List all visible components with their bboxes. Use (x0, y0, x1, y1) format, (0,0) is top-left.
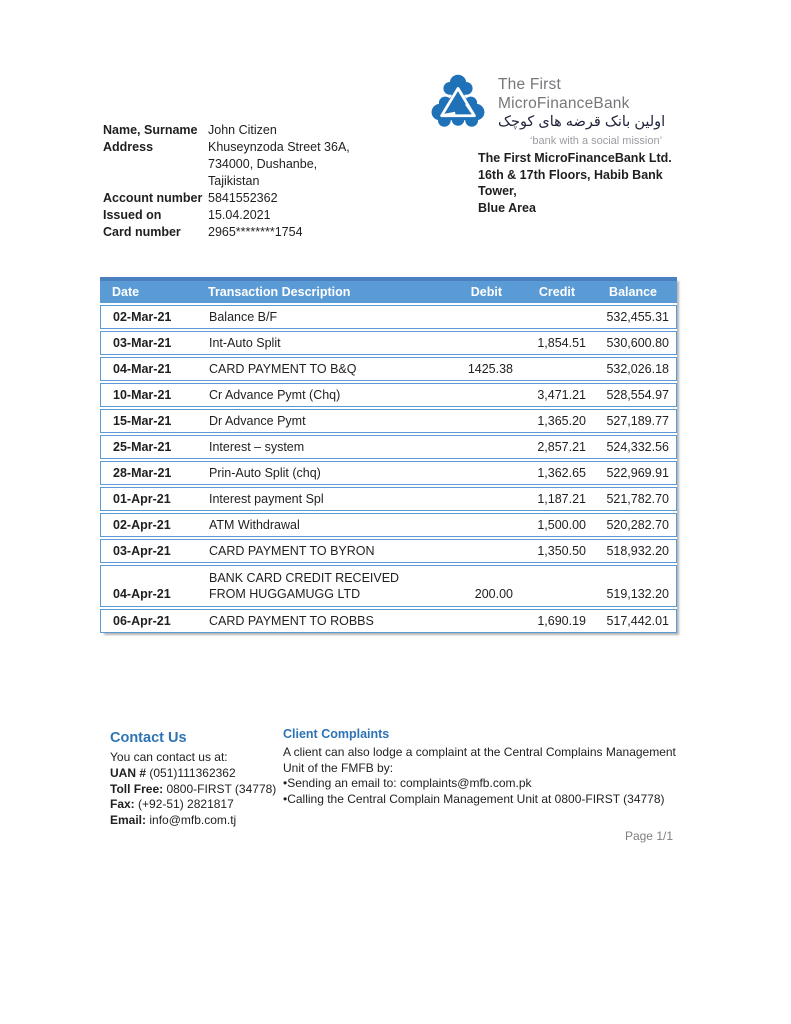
client-complaints-title: Client Complaints (283, 727, 390, 741)
table-cell-credit: 1,365.20 (537, 414, 586, 428)
table-cell-date: 04-Apr-21 (113, 587, 171, 601)
contact-line-label: UAN # (110, 765, 147, 780)
contact-line-label: Email: (110, 813, 147, 828)
customer-field-label: Card number (103, 225, 181, 239)
table-header-row (100, 277, 677, 303)
client-complaints-bullets (283, 776, 681, 807)
description-line: Balance B/F (209, 310, 278, 324)
table-cell-date: 02-Mar-21 (113, 310, 172, 324)
table-row (100, 609, 677, 633)
customer-field-label: Issued on (103, 208, 162, 222)
description-line: CARD PAYMENT TO ROBBS (209, 614, 374, 628)
contact-line: Toll Free: 0800-FIRST (34778) (110, 781, 277, 796)
table-cell-date: 15-Mar-21 (113, 414, 172, 428)
contact-line: Fax: (+92-51) 2821817 (110, 797, 234, 812)
customer-field-value (208, 122, 350, 139)
table-cell-description (205, 614, 411, 628)
table-cell-balance: 521,782.70 (606, 492, 669, 506)
table-cell-date: 02-Apr-21 (113, 518, 171, 532)
description-line: CARD PAYMENT TO BYRON (209, 544, 375, 558)
customer-field-value-line: 15.04.2021 (208, 208, 271, 222)
description-line: Dr Advance Pymt (209, 414, 306, 428)
customer-field-value-line: 2965********1754 (208, 225, 303, 239)
table-cell-date: 10-Mar-21 (113, 388, 172, 402)
table-cell-description (205, 414, 411, 428)
table-cell-balance: 518,932.20 (606, 544, 669, 558)
table-cell-credit: 1,854.51 (537, 336, 586, 350)
contact-lines (110, 766, 310, 829)
table-row (100, 435, 677, 459)
client-complaints-body: A client can also lodge a complaint at the Central Complains Management Unit of the FMFB by: (283, 745, 676, 775)
contact-intro: You can contact us at: (110, 750, 228, 764)
table-row (100, 357, 677, 381)
customer-field-value (208, 207, 350, 224)
table-row (100, 565, 677, 607)
table-row (100, 383, 677, 407)
complaint-bullet: •Sending an email to: complaints@mfb.com.pk (283, 776, 532, 790)
table-cell-description (205, 544, 411, 558)
table-cell-balance: 532,455.31 (606, 310, 669, 324)
table-cell-balance: 527,189.77 (606, 414, 669, 428)
table-cell-balance: 524,332.56 (606, 440, 669, 454)
description-line: BANK CARD CREDIT RECEIVED (209, 571, 400, 585)
table-cell-credit: 1,362.65 (537, 466, 586, 480)
contact-line-label: Toll Free: (110, 781, 164, 796)
table-header-cell: Balance (609, 285, 657, 299)
bank-address-line: The First MicroFinanceBank Ltd. (478, 151, 672, 165)
complaint-bullet: •Calling the Central Complain Management Unit at 0800-FIRST (34778) (283, 791, 665, 806)
bank-address (478, 150, 678, 216)
table-cell-description (205, 440, 411, 454)
contact-line: UAN # (051)111362362 (110, 765, 236, 780)
table-cell-date: 25-Mar-21 (113, 440, 172, 454)
table-cell-credit: 1,350.50 (537, 544, 586, 558)
customer-field-value-line: Khuseynzoda Street 36A, (208, 140, 350, 154)
table-cell-balance: 517,442.01 (606, 614, 669, 628)
table-cell-description (205, 310, 411, 324)
page-number: Page 1/1 (624, 829, 673, 843)
table-body (100, 305, 677, 633)
table-cell-balance: 522,969.91 (606, 466, 669, 480)
table-cell-description (205, 492, 411, 506)
customer-field-label: Account number (103, 191, 203, 205)
table-cell-balance: 519,132.20 (606, 587, 669, 601)
table-cell-debit: 1425.38 (467, 362, 513, 376)
contact-us-title: Contact Us (110, 730, 187, 746)
transactions-table (100, 277, 677, 633)
table-cell-credit: 2,857.21 (537, 440, 586, 454)
table-cell-credit: 1,187.21 (537, 492, 586, 506)
customer-field-value-line: 5841552362 (208, 191, 278, 205)
table-cell-credit: 1,690.19 (537, 614, 586, 628)
table-cell-debit: 200.00 (474, 587, 513, 601)
table-row (100, 409, 677, 433)
client-complaints-section (283, 727, 681, 807)
bank-tagline: ‘bank with a social mission’ (529, 135, 663, 147)
table-cell-balance: 530,600.80 (606, 336, 669, 350)
table-cell-description (205, 388, 411, 402)
table-row (100, 539, 677, 563)
table-header-cell: Date (112, 285, 140, 299)
bank-name: The First MicroFinanceBank (498, 76, 630, 112)
bank-address-line: 16th & 17th Floors, Habib Bank (478, 167, 663, 182)
table-cell-date: 06-Apr-21 (113, 614, 171, 628)
table-row (100, 331, 677, 355)
bank-address-line: Tower, (478, 184, 517, 198)
table-cell-description (205, 566, 411, 606)
table-cell-credit: 3,471.21 (537, 388, 586, 402)
table-header-cell: Debit (470, 285, 502, 299)
bank-logo-icon (427, 72, 489, 134)
customer-field-value (208, 139, 350, 190)
contact-line: Email: info@mfb.com.tj (110, 813, 237, 828)
description-line: Interest payment Spl (209, 492, 324, 506)
description-line: ATM Withdrawal (209, 518, 300, 532)
table-cell-date: 03-Mar-21 (113, 336, 172, 350)
description-line: FROM HUGGAMUGG LTD (209, 587, 361, 601)
table-header-cell: Credit (538, 285, 575, 299)
table-cell-date: 01-Apr-21 (113, 492, 171, 506)
customer-field-value-line: 734000, Dushanbe, (208, 157, 318, 171)
contact-line-label: Fax: (110, 797, 135, 812)
table-cell-description (205, 518, 411, 532)
table-cell-balance: 528,554.97 (606, 388, 669, 402)
table-cell-credit: 1,500.00 (537, 518, 586, 532)
table-cell-date: 28-Mar-21 (113, 466, 172, 480)
table-row (100, 305, 677, 329)
description-line: Prin-Auto Split (chq) (209, 466, 321, 480)
table-header-cell: Transaction Description (208, 285, 351, 299)
bank-name-local: اولین بانک قرضه های کوچک (498, 114, 666, 130)
customer-field-label: Address (103, 140, 154, 154)
contact-us-section (110, 730, 310, 829)
customer-field-value (208, 224, 350, 241)
customer-field-label: Name, Surname (103, 123, 198, 137)
table-cell-description (205, 466, 411, 480)
table-cell-balance: 520,282.70 (606, 518, 669, 532)
table-cell-date: 03-Apr-21 (113, 544, 171, 558)
bank-address-line: Blue Area (478, 200, 536, 215)
table-cell-description (205, 362, 411, 376)
table-row (100, 487, 677, 511)
description-line: Interest – system (209, 440, 305, 454)
description-line: Int-Auto Split (209, 336, 281, 350)
customer-field-value-line: John Citizen (208, 123, 277, 137)
table-row (100, 461, 677, 485)
description-line: Cr Advance Pymt (Chq) (209, 388, 341, 402)
table-row (100, 513, 677, 537)
description-line: CARD PAYMENT TO B&Q (209, 362, 357, 376)
table-cell-description (205, 336, 411, 350)
table-cell-balance: 532,026.18 (606, 362, 669, 376)
customer-field-value (208, 190, 350, 207)
table-cell-date: 04-Mar-21 (113, 362, 172, 376)
customer-field-value-line: Tajikistan (208, 174, 260, 188)
bank-logo-text (498, 72, 694, 148)
bank-logo (427, 72, 694, 148)
customer-info (103, 122, 350, 241)
